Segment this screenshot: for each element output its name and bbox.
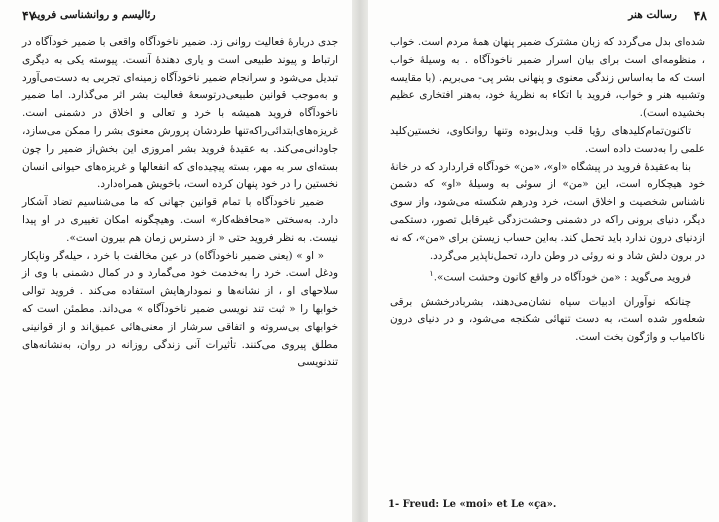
paragraph [390, 265, 705, 287]
quote-text: فروید می‌گوید : «من خودآگاه در واقع کانون وحشت است». [433, 271, 691, 284]
right-page-header [388, 8, 707, 28]
paragraph: « او » (یعنی ضمیر ناخودآگاه) در عین مخالفت با خرد ، حیله‌گر وناپکار ودغل است. خرد را به‌خدمت خود می‌گمارد و در کمال دشمنی با وی از سلاحهای او ، از نشانه‌ها و نمودارهایش استفاده می‌کند . فروید توالی خوابها را « ثبت تند نویسی ضمیر ناخودآگاه » می‌داند. مطمئن است که خوابهای بی‌سروته و اتفاقی سرشار از معنی‌هائی عمیق‌اند و از قوانینی مطلق پیروی می‌کنند. تأثیرات آنی زندگی روزانه در روان، به‌نشانه‌های تندنویسی [22, 249, 338, 369]
paragraph: تاکنون‌تمام‌کلیدهای رؤیا قلب وبدل‌بوده وتنها روانکاوی، نخستین‌کلید علمی را به‌دست داده است. [390, 124, 705, 155]
right-page-body [390, 34, 705, 347]
running-title: رئالیسم و روانشناسی فروید [32, 9, 156, 21]
paragraph: بنا به‌عقیدهٔ فروید در پیشگاه «او»، «من» خودآگاه قراردارد که در خانهٔ خود هیچکاره است، این «من» از سوئی به وسیلهٔ «او» که دشمن ناشناس شخصیت و اخلاق است، خرد ودرهم شکسته می‌شود، واز سوی دیگر، دنیای برونی راکه در دشمنی وحشت‌زدگی غیرقابل تصور، دستکمی ازدنیای درون ندارد باید تحمل کند. به‌این حساب زیستن برای «من»، که نه در برون دلش شاد و نه روئی در وطن دارد، تحمل‌ناپذیر می‌گردد. [390, 160, 705, 262]
left-page-header [22, 8, 338, 28]
paragraph: شده‌ای بدل می‌گردد که زبان مشترک ضمیر پنهان همهٔ مردم است. خواب ، منظومه‌ای است برای بیان اسرار ضمیر ناخودآگاه . به وسیلهٔ خواب است که ما به‌اساس زندگی معنوی و پنهانی بشر پی- می‌بریم. (با مقایسه وتشبیه هنر و خواب، فروید با اتکاء به نظریهٔ خود، به‌هنر افتخاری عظیم بخشیده است). [390, 36, 705, 120]
page-number: ۴۸ [693, 8, 707, 23]
paragraph: ضمیر ناخودآگاه با تمام قوانین جهانی که ما می‌شناسیم تضاد آشکار دارد. به‌سختی «محافظه‌کار» است. وهیچگونه امکان تغییری در او پیدا نیست. به نظر فروید حتی « از دسترس زمان هم بیرون است». [22, 196, 338, 244]
paragraph: جدی دربارهٔ فعالیت روانی زد. ضمیر ناخودآگاه واقعی با ضمیر خودآگاه در ارتباط و پیوند طبیعی است و یاری دهندهٔ آنست. پیوسته یکی به دیگری تبدیل می‌شود و سرانجام ضمیر ناخودآگاه زمینه‌ای تجربی به دست‌می‌آورد و به‌موجب قوانین طبیعی‌درتوسعهٔ فعالیت بشر اثر می‌گذارد. اما ضمیر ناخودآگاه فروید همیشه با خرد و تعالی و اخلاق در دشمنی است. غریزه‌های‌ابتدائی‌راکه‌تنها طردشان پرورش معنوی بشر را ممکن می‌سازد، جاودانی‌می‌کند. به عقیدهٔ فروید بشر امروزی این بخش‌از ضمیر را چون بسته‌ای سر به مهر، بسته پیچیده‌ای که انفعالها و غریزه‌های حیوانی انسان نخستین را در خود پنهان کرده است، باخویش همراه‌دارد. [22, 36, 338, 191]
footnote: 1- Freud: Le «moi» et Le «ça». [388, 499, 557, 510]
paragraph: چنانکه نوآوران ادبیات سیاه نشان‌می‌دهند، بشربادرخشش برقی شعله‌ور شده است، به دست تنهائی شکنجه می‌شود، و در دنیای درون ناکامیاب و واژگون بخت است. [390, 295, 705, 344]
right-page [368, 0, 719, 522]
left-page-body [22, 34, 338, 372]
running-title: رسالت هنر [628, 9, 677, 21]
footnote-marker: ۱ [429, 269, 434, 279]
book-gutter [352, 0, 368, 522]
left-page [0, 0, 352, 522]
page-number: ۴۷ [22, 8, 36, 23]
